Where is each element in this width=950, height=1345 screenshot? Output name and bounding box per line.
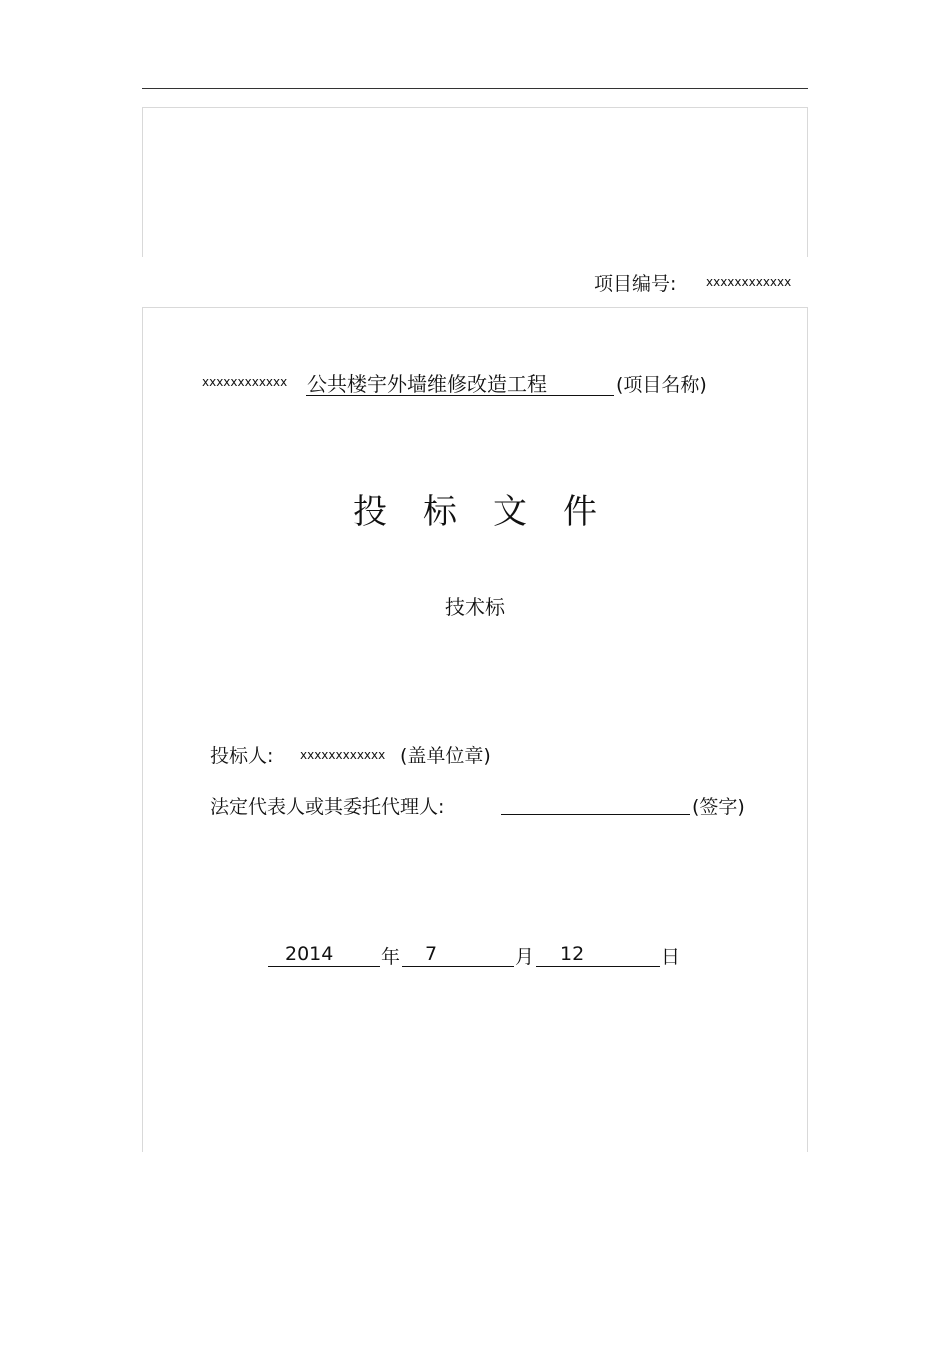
representative-label: 法定代表人或其委托代理人: [210,796,445,818]
frame-right-border-upper [807,107,808,257]
date-year-field [268,942,380,967]
bidder-seal-note: (盖单位章) [400,745,491,767]
document-subtitle: 技术标 [445,595,505,619]
project-name: 公共楼宇外墙维修改造工程 [307,372,547,396]
project-name-prefix: xxxxxxxxxxxx [202,375,288,389]
date-day-field [536,942,660,967]
representative-signature-line [501,814,690,815]
date-day-unit: 日 [661,946,681,968]
date-year-unit: 年 [381,946,401,968]
date-month-field [402,942,514,967]
project-number-label: 项目编号: [594,273,677,295]
frame-right-border-lower [807,307,808,1152]
date-year: 2014 [285,943,334,965]
project-number-value: xxxxxxxxxxxx [706,275,792,289]
date-day: 12 [560,943,585,965]
frame-top-border [142,107,808,108]
bidder-value: xxxxxxxxxxxx [300,748,386,762]
frame-left-border-lower [142,307,143,1152]
date-month: 7 [425,943,438,965]
document-title: 投标文件 [353,492,633,532]
frame-separator-line [142,307,808,308]
project-name-underline [306,395,614,396]
header-rule [142,88,808,89]
bidder-label: 投标人: [210,745,274,767]
date-month-unit: 月 [515,946,535,968]
project-name-suffix: (项目名称) [616,374,707,396]
representative-signature-note: (签字) [692,796,745,818]
frame-left-border-upper [142,107,143,257]
